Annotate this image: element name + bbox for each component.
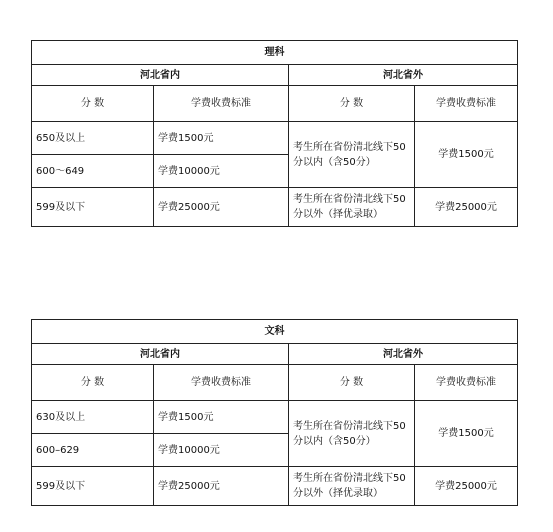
- out-province-header: 河北省外: [289, 344, 518, 365]
- table-row: [32, 188, 518, 227]
- fee-table-liberal-arts: [31, 319, 518, 506]
- out-fee-cell: 学费25000元: [415, 188, 518, 227]
- out-note-cell: 考生所在省份清北线下50分以内（含50分）: [289, 122, 415, 188]
- fee-cell: 学费10000元: [154, 155, 289, 188]
- out-fee-cell: 学费1500元: [415, 122, 518, 188]
- fee-cell: 学费1500元: [154, 122, 289, 155]
- table-title: 文科: [32, 320, 518, 344]
- fee-column-header: 学费收费标准: [415, 86, 518, 122]
- in-province-header: 河北省内: [32, 65, 289, 86]
- out-fee-cell: 学费1500元: [415, 401, 518, 467]
- fee-cell: 学费1500元: [154, 401, 289, 434]
- out-note-cell: 考生所在省份清北线下50分以外（择优录取）: [289, 188, 415, 227]
- table-row: [32, 122, 518, 155]
- score-column-header: 分 数: [32, 86, 154, 122]
- out-province-header: 河北省外: [289, 65, 518, 86]
- table-title: 理科: [32, 41, 518, 65]
- score-cell: 599及以下: [32, 188, 154, 227]
- table-row: [32, 401, 518, 434]
- table-row: [32, 467, 518, 506]
- score-cell: 600–629: [32, 434, 154, 467]
- out-note-cell: 考生所在省份清北线下50分以内（含50分）: [289, 401, 415, 467]
- fee-column-header: 学费收费标准: [415, 365, 518, 401]
- fee-column-header: 学费收费标准: [154, 86, 289, 122]
- fee-cell: 学费25000元: [154, 467, 289, 506]
- fee-table-science: [31, 40, 518, 227]
- out-note-cell: 考生所在省份清北线下50分以外（择优录取）: [289, 467, 415, 506]
- score-cell: 599及以下: [32, 467, 154, 506]
- score-column-header: 分 数: [289, 86, 415, 122]
- score-column-header: 分 数: [289, 365, 415, 401]
- score-cell: 630及以上: [32, 401, 154, 434]
- in-province-header: 河北省内: [32, 344, 289, 365]
- score-cell: 600～649: [32, 155, 154, 188]
- out-fee-cell: 学费25000元: [415, 467, 518, 506]
- fee-column-header: 学费收费标准: [154, 365, 289, 401]
- score-cell: 650及以上: [32, 122, 154, 155]
- score-column-header: 分 数: [32, 365, 154, 401]
- fee-cell: 学费10000元: [154, 434, 289, 467]
- fee-cell: 学费25000元: [154, 188, 289, 227]
